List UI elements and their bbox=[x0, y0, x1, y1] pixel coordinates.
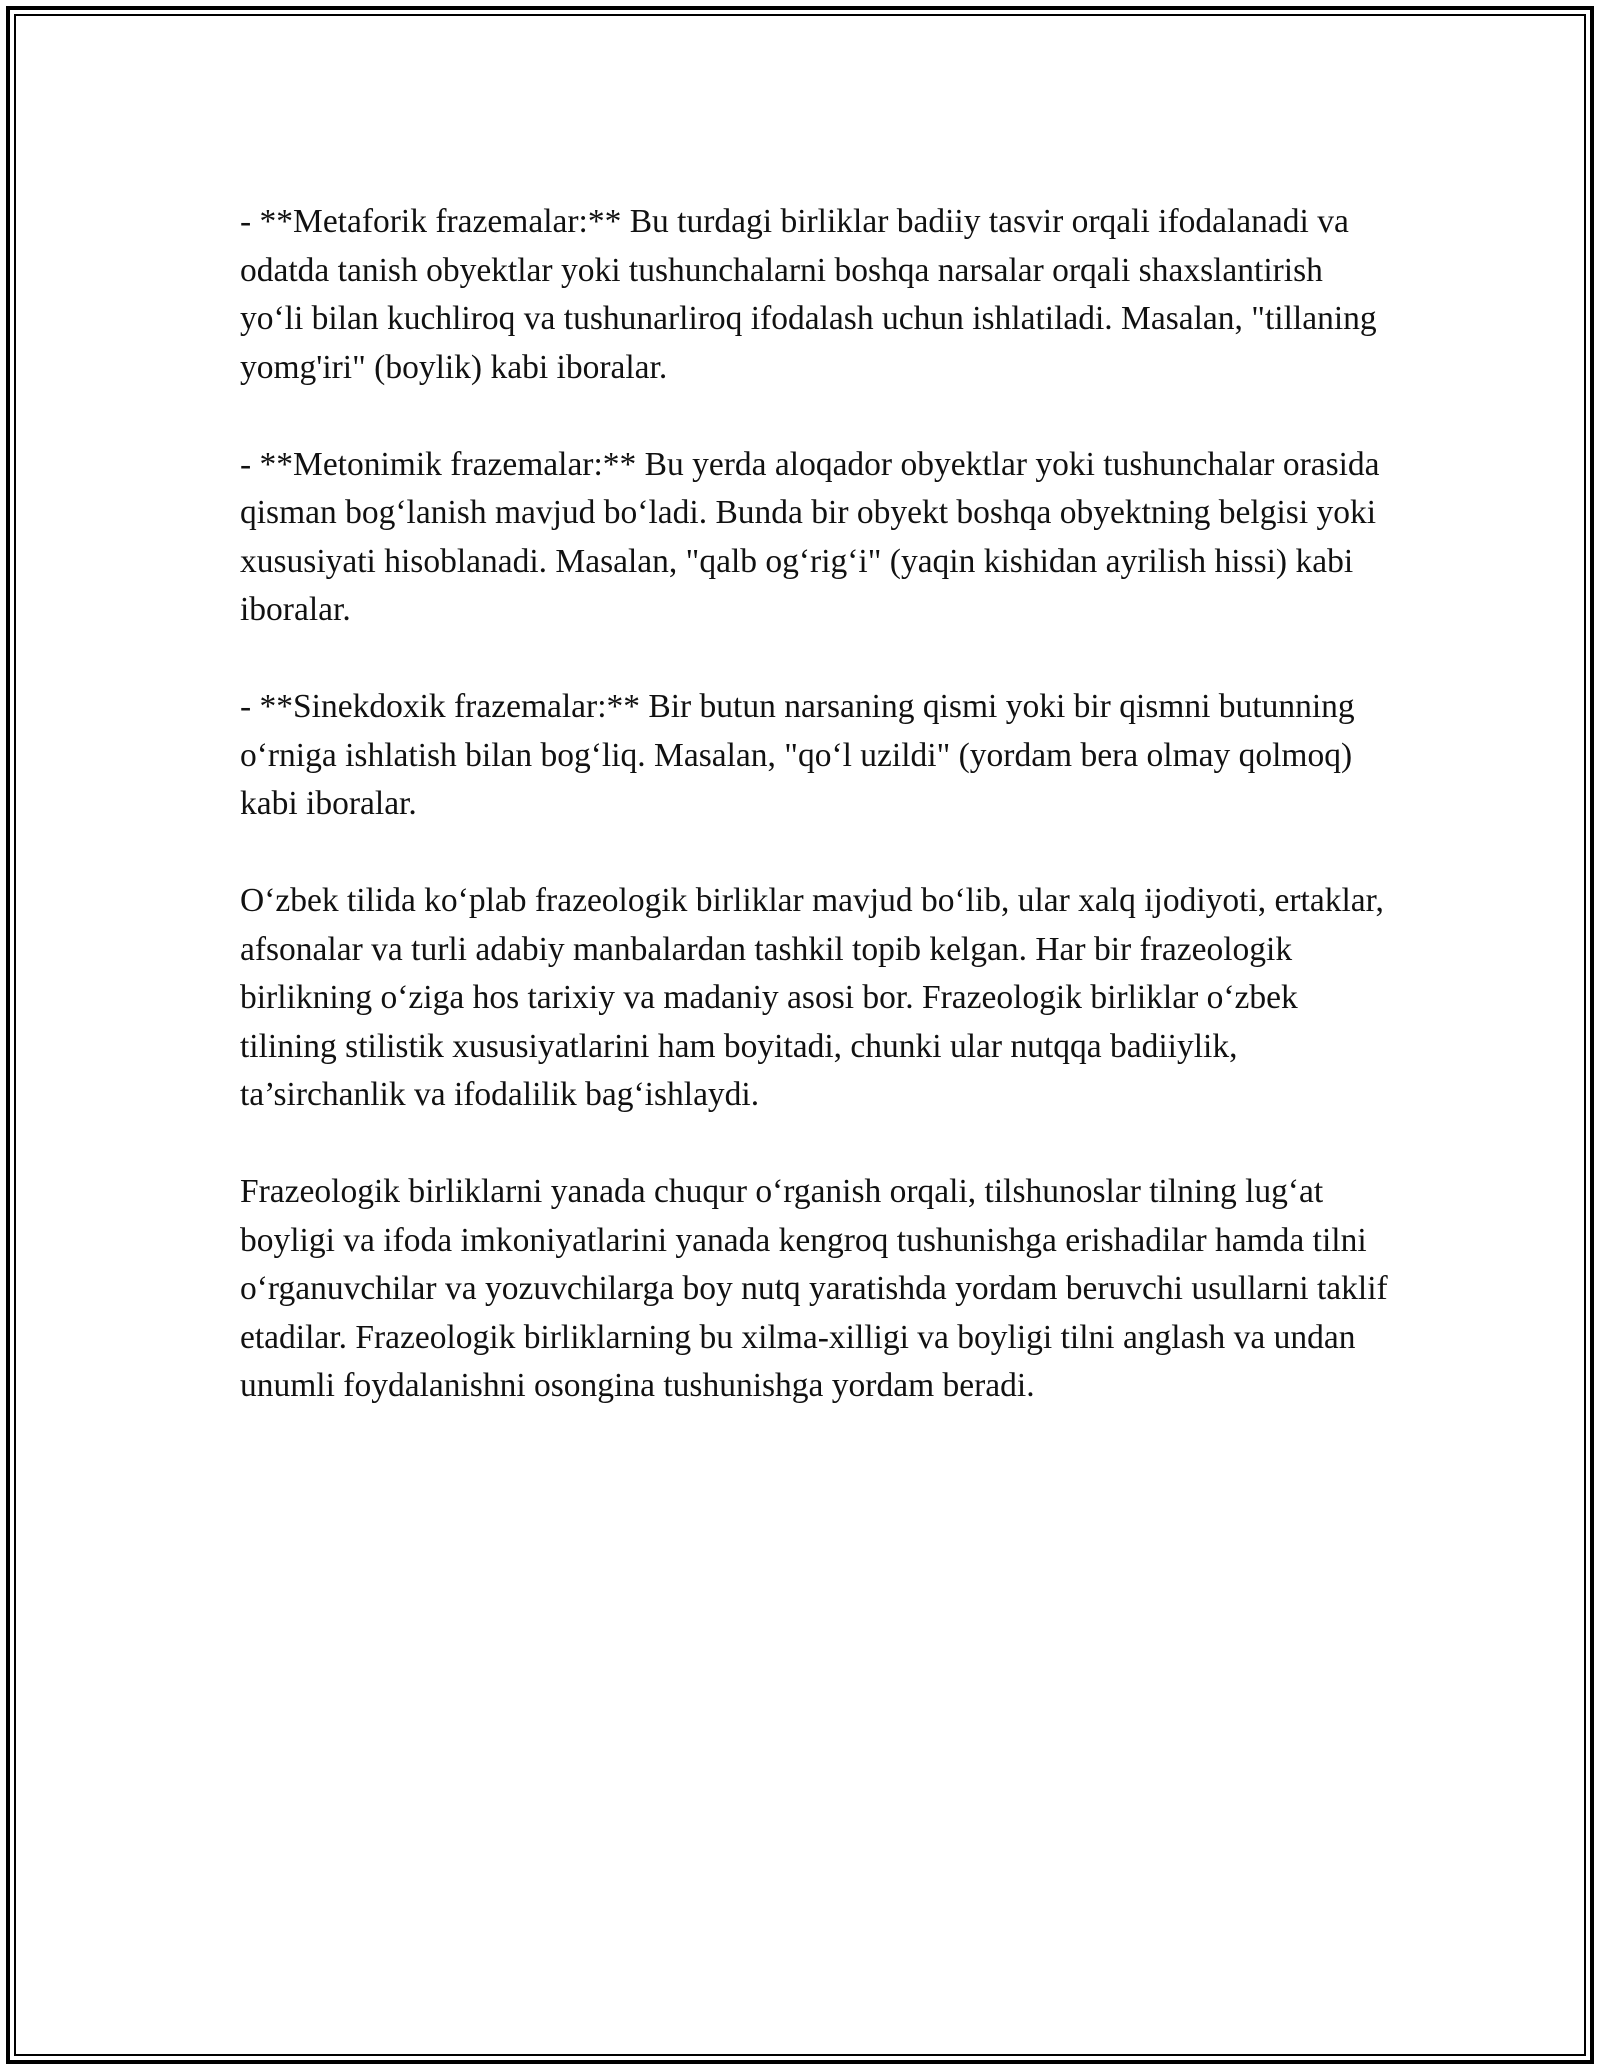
paragraph-ozbek-tilida: O‘zbek tilida ko‘plab frazeologik birliklar mavjud bo‘lib, ular xalq ijodiyoti, ertaklar, afsonalar va turli adabiy manbalardan tashkil topib kelgan. Har bir frazeologik birlikning o‘ziga hos tarixiy va madaniy asosi bor. Frazeologik birliklar o‘zbek tilining stilistik xususiyatlarini ham boyitadi, chunki ular nutqqa badiiylik, ta’sirchanlik va ifodalilik bag‘ishlaydi. bbox=[240, 882, 1384, 1113]
page-border bbox=[6, 6, 1594, 2064]
paragraph-metonimik: - **Metonimik frazemalar:** Bu yerda aloqador obyektlar yoki tushunchalar orasida qisman bog‘lanish mavjud bo‘ladi. Bunda bir obyekt boshqa obyektning belgisi yoki xususiyati hisoblanadi. Masalan, "qalb og‘rig‘i" (yaqin kishidan ayrilish hissi) kabi iboralar. bbox=[240, 445, 1380, 628]
paragraph-sinekdoxik: - **Sinekdoxik frazemalar:** Bir butun narsaning qismi yoki bir qismni butunning o‘rniga ishlatish bilan bog‘liq. Masalan, "qo‘l uzildi" (yordam bera olmay qolmoq) kabi iboralar. bbox=[240, 688, 1355, 822]
paragraph-frazeologik-birliklar: Frazeologik birliklarni yanada chuqur o‘rganish orqali, tilshunoslar tilning lug‘at boyligi va ifoda imkoniyatlarini yanada kengroq tushunishga erishadilar hamda tilni o‘rganuvchilar va yozuvchilarga boy nutq yaratishda yordam beruvchi usullarni taklif etadilar. Frazeologik birliklarning bu xilma-xilligi va boyligi tilni anglash va undan unumli foydalanishni osongina tushunishga yordam beradi. bbox=[240, 1173, 1388, 1404]
paragraph-metaforik: - **Metaforik frazemalar:** Bu turdagi birliklar badiiy tasvir orqali ifodalanadi va odatda tanish obyektlar yoki tushunchalarni boshqa narsalar orqali shaxslantirish yo‘li bilan kuchliroq va tushunarliroq ifodalash uchun ishlatiladi. Masalan, "tillaning yomg'iri" (boylik) kabi iboralar. bbox=[240, 203, 1377, 386]
document-body bbox=[240, 198, 1390, 1459]
